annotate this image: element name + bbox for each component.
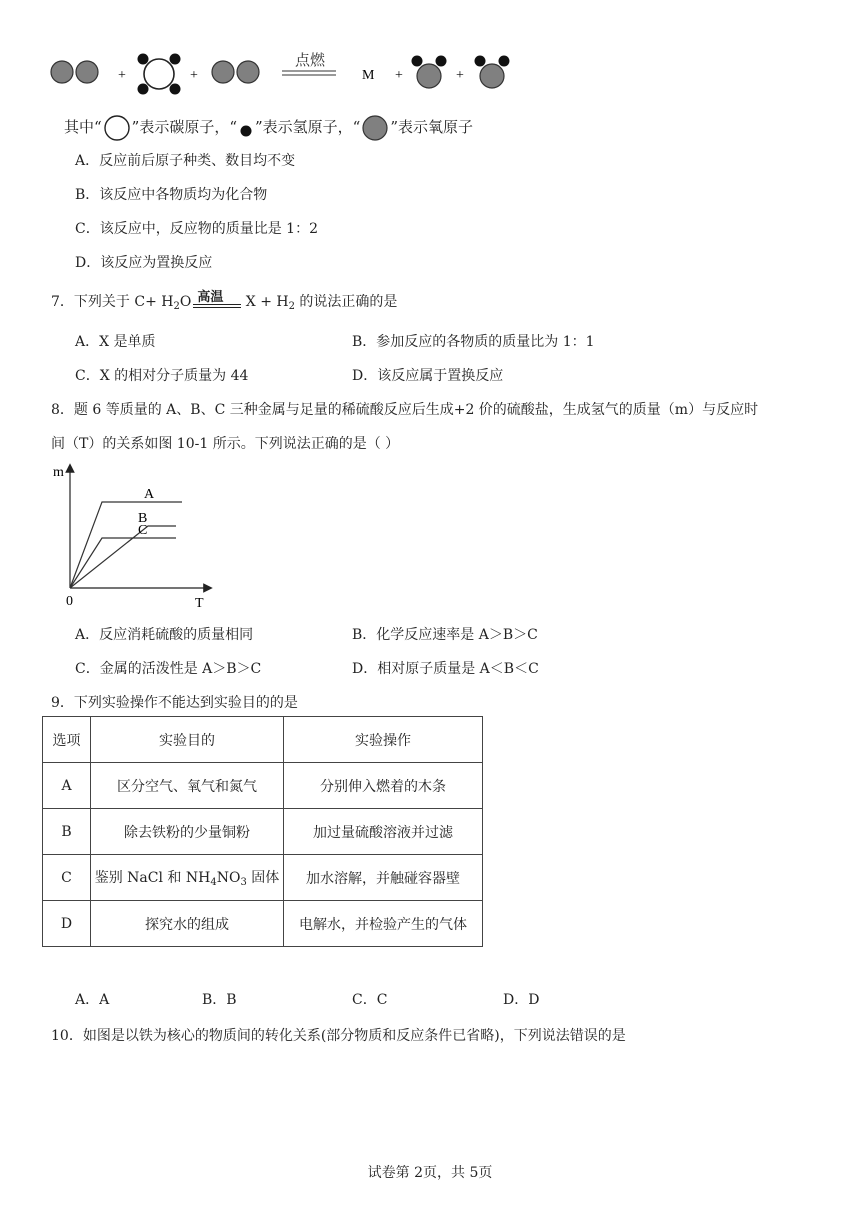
reaction-condition: 点燃: [295, 51, 326, 69]
table-row: [43, 855, 483, 901]
q7-stem-prefix: 7．下列关于 C+ H: [51, 294, 174, 310]
oxygen-molecule-2: [212, 61, 259, 83]
q7-condition: 高温: [197, 290, 224, 305]
q7-option-a: A．X 是单质: [75, 334, 156, 350]
q8-option-d: D．相对原子质量是 A＜B＜C: [352, 661, 539, 677]
plus-sign-2: +: [190, 68, 198, 83]
q8-option-c: C．金属的活泼性是 A＞B＞C: [75, 661, 262, 677]
table-cell: 加水溶解，并触碰容器壁: [284, 855, 483, 901]
table-header-cell: 选项: [43, 717, 91, 763]
water-molecule: [412, 56, 447, 89]
plus-sign-4: +: [456, 68, 464, 83]
table-cell: 探究水的组成: [91, 901, 284, 947]
q7-h2o-subscript: 2: [173, 301, 180, 312]
series-label-b: B: [138, 511, 148, 526]
table-cell: D: [43, 901, 91, 947]
q8-option-b: B．化学反应速率是 A＞B＞C: [352, 627, 538, 643]
q7-condition-arrow: [193, 290, 241, 308]
q8-stem-line-1: 8．题 6 等质量的 A、B、C 三种金属与足量的稀硫酸反应后生成+2 价的硫酸盐，生成氢气的质量（m）与反应时: [51, 402, 759, 418]
table-row: [43, 809, 483, 855]
q10-stem: 10．如图是以铁为核心的物质间的转化关系(部分物质和反应条件已省略)，下列说法错误的是: [51, 1028, 626, 1044]
q6-option-d: D．该反应为置换反应: [75, 255, 213, 271]
q7-stem: [51, 290, 397, 312]
q9-option-a: A．A: [75, 992, 110, 1008]
methane-molecule: [138, 54, 181, 95]
hydrogen-atom-icon: [237, 115, 255, 141]
plus-sign-1: +: [118, 68, 126, 83]
q6-option-b: B．该反应中各物质均为化合物: [75, 187, 268, 203]
legend-prefix: 其中“: [64, 118, 102, 136]
table-cell: B: [43, 809, 91, 855]
table-header-cell: 实验操作: [284, 717, 483, 763]
x-axis-label: T: [195, 596, 204, 610]
water-molecule-2: [475, 56, 510, 89]
q8-stem-line-2: 间（T）的关系如图 10-1 所示。下列说法正确的是（ ）: [51, 436, 400, 452]
table-header-row: [43, 717, 483, 763]
q8-option-a: A．反应消耗硫酸的质量相同: [75, 627, 254, 643]
legend-carbon-text: ”表示碳原子，“: [131, 118, 238, 136]
plus-sign-3: +: [395, 68, 403, 83]
q9-stem: 9．下列实验操作不能达到实验目的的是: [51, 695, 298, 711]
chart-series: [70, 487, 182, 588]
q8-chart: [50, 460, 220, 610]
series-label-c: C: [138, 523, 148, 538]
oxygen-atom-icon: [360, 115, 390, 141]
y-axis-label: m: [53, 465, 64, 480]
q9-option-d: D．D: [503, 992, 540, 1008]
table-cell: 加过量硫酸溶液并过滤: [284, 809, 483, 855]
table-cell: 电解水，并检验产生的气体: [284, 901, 483, 947]
table-cell: 区分空气、氧气和氮气: [91, 763, 284, 809]
q9-table: [42, 716, 483, 947]
legend-hydrogen-text: ”表示氢原子，“: [255, 118, 361, 136]
q7-option-d: D．该反应属于置换反应: [352, 368, 504, 384]
table-cell: 分别伸入燃着的木条: [284, 763, 483, 809]
table-row: [43, 763, 483, 809]
product-m: M: [362, 68, 375, 83]
page-footer: 试卷第 2页，共 5页: [367, 1165, 493, 1181]
series-line-b: [70, 526, 176, 588]
table-cell: C: [43, 855, 91, 901]
q7-stem-after: X + H: [241, 294, 289, 310]
q6-option-c: C．该反应中，反应物的质量比是 1：2: [75, 221, 318, 237]
atom-legend: [64, 114, 473, 140]
nh4no3-cell-text: 鉴别 NaCl 和 $NH_4NO_3$ 固体: [94, 870, 280, 888]
oxygen-molecule: [51, 61, 98, 83]
legend-oxygen-text: ”表示氧原子: [390, 118, 474, 136]
q7-h2o-o: O: [179, 294, 192, 310]
table-cell: 除去铁粉的少量铜粉: [91, 809, 284, 855]
q7-option-b: B．参加反应的各物质的质量比为 1：1: [352, 334, 595, 350]
table-header-cell: 实验目的: [91, 717, 284, 763]
table-cell: [91, 855, 284, 901]
q6-option-a: A．反应前后原子种类、数目均不变: [75, 153, 296, 169]
series-label-a: A: [144, 487, 155, 502]
origin-label: 0: [66, 594, 73, 609]
table-row: [43, 901, 483, 947]
q9-option-c: C．C: [352, 992, 388, 1008]
carbon-atom-icon: [102, 115, 132, 141]
q7-option-c: C．X 的相对分子质量为 44: [75, 368, 249, 384]
q7-stem-suffix: 的说法正确的是: [294, 294, 398, 310]
q7-h2-subscript: 2: [288, 301, 295, 312]
reaction-diagram: [40, 45, 540, 105]
table-cell: A: [43, 763, 91, 809]
q9-option-b: B．B: [202, 992, 237, 1008]
